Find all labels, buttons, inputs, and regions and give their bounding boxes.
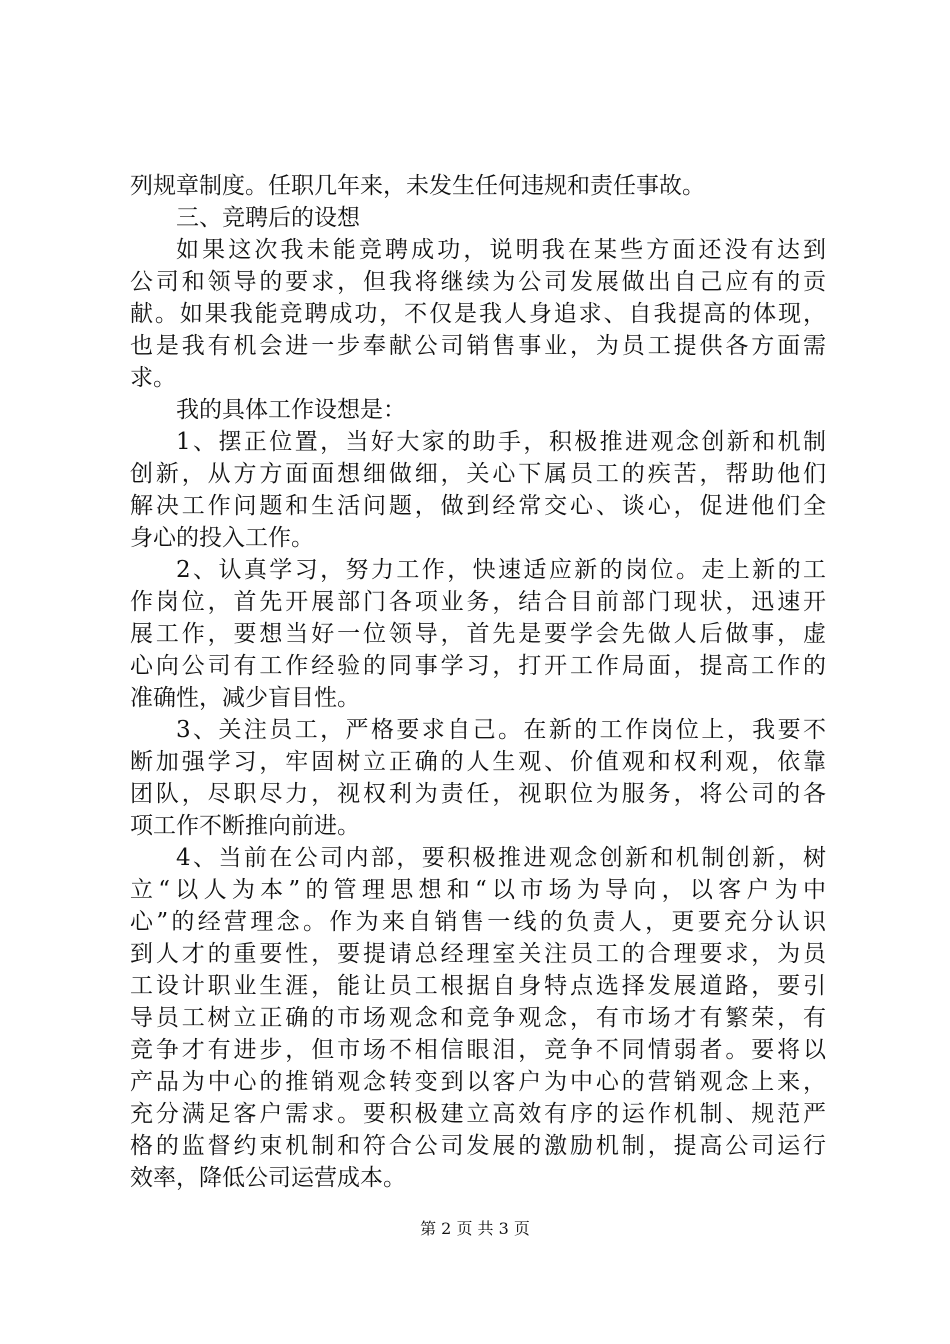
text-line: 工设计职业生涯，能让员工根据自身特点选择发展道路，要引 (130, 973, 826, 999)
text-line: 展工作，要想当好一位领导，首先是要学会先做人后做事，虚 (130, 621, 826, 647)
text-line: 创新，从方方面面想细做细，关心下属员工的疾苦，帮助他们 (130, 461, 826, 487)
text-line: 到人才的重要性，要提请总经理室关注员工的合理要求，为员 (130, 941, 826, 967)
text-line: 断加强学习，牢固树立正确的人生观、价值观和权利观，依靠 (130, 749, 826, 775)
text-line: 竞争才有进步，但市场不相信眼泪，竞争不同情弱者。要将以 (130, 1037, 826, 1063)
text-line: 2、认真学习，努力工作，快速适应新的岗位。走上新的工 (176, 557, 826, 583)
text-line: 效率，降低公司运营成本。 (130, 1165, 406, 1191)
text-line: 身心的投入工作。 (130, 525, 314, 551)
text-line: 也是我有机会进一步奉献公司销售事业，为员工提供各方面需 (130, 333, 826, 359)
text-line: 作岗位，首先开展部门各项业务，结合目前部门现状，迅速开 (130, 589, 826, 615)
text-line: 4、当前在公司内部，要积极推进观念创新和机制创新，树 (176, 845, 826, 871)
text-line: 如果这次我未能竞聘成功，说明我在某些方面还没有达到 (176, 237, 826, 263)
text-line: 充分满足客户需求。要积极建立高效有序的运作机制、规范严 (130, 1101, 826, 1127)
text-line: 解决工作问题和生活问题，做到经常交心、谈心，促进他们全 (130, 493, 826, 519)
text-line: 格的监督约束机制和符合公司发展的激励机制，提高公司运行 (130, 1133, 826, 1159)
text-line: 三、竞聘后的设想 (176, 205, 360, 231)
text-line: 项工作不断推向前进。 (130, 813, 360, 839)
text-line: 立“以人为本”的管理思想和“以市场为导向，以客户为中 (130, 877, 826, 903)
text-line: 求。 (130, 365, 176, 391)
text-line: 导员工树立正确的市场观念和竞争观念，有市场才有繁荣，有 (130, 1005, 826, 1031)
text-line: 准确性，减少盲目性。 (130, 685, 360, 711)
text-line: 献。如果我能竞聘成功，不仅是我人身追求、自我提高的体现， (130, 301, 826, 327)
text-line: 心”的经营理念。作为来自销售一线的负责人，更要充分认识 (130, 909, 826, 935)
text-line: 列规章制度。任职几年来，未发生任何违规和责任事故。 (130, 173, 705, 199)
text-line: 心向公司有工作经验的同事学习，打开工作局面，提高工作的 (130, 653, 826, 679)
text-line: 我的具体工作设想是： (176, 397, 406, 423)
document-body (130, 170, 826, 1194)
text-line: 1、摆正位置，当好大家的助手，积极推进观念创新和机制 (176, 429, 826, 455)
text-line: 团队，尽职尽力，视权利为责任，视职位为服务，将公司的各 (130, 781, 826, 807)
text-line: 3、关注员工，严格要求自己。在新的工作岗位上，我要不 (176, 717, 826, 743)
page-footer: 第 2 页 共 3 页 (420, 1219, 530, 1238)
text-line: 公司和领导的要求，但我将继续为公司发展做出自己应有的贡 (130, 269, 826, 295)
text-line: 产品为中心的推销观念转变到以客户为中心的营销观念上来， (130, 1069, 826, 1095)
